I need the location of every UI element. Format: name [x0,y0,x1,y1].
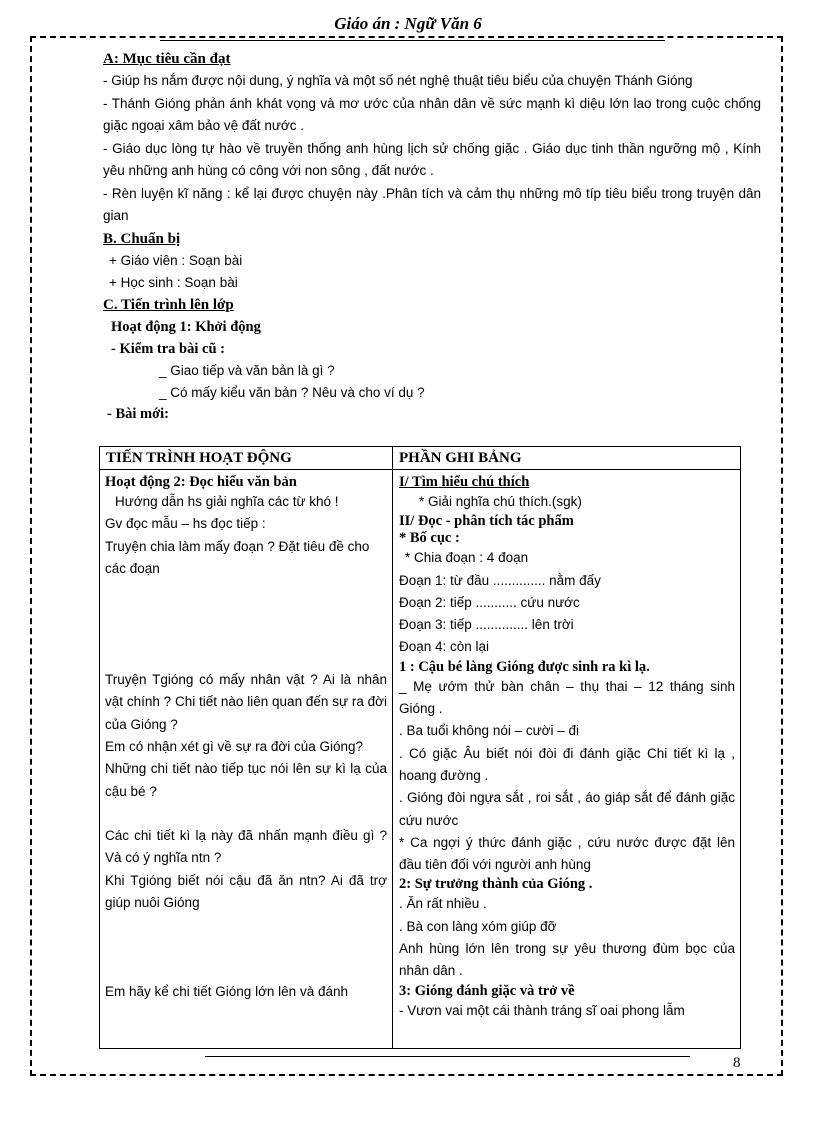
activity-1-heading: Hoạt động 1: Khởi động [111,318,261,335]
board-heading-4: 1 : Cậu bé làng Gióng được sinh ra kì lạ. [399,658,650,675]
section-b-heading: B. Chuẩn bị [103,230,181,247]
prep-student: + Học sinh : Soạn bài [109,274,238,290]
activity-question: Truyện Tgióng có mấy nhân vật ? Ai là nhân vật chính ? Chi tiết nào liên quan đến sự ra đời của Gióng ? [105,672,387,732]
objective-4: - Rèn luyện kĩ năng : kể lại được chuyện này .Phân tích và cảm thụ những mô típ tiêu biểu trong truyện dân gian [103,185,761,223]
board-line: . Có giặc Âu biết nói đòi đi đánh giặc Chi tiết kì lạ , hoang đường . [399,745,735,783]
board-heading-6: 3: Gióng đánh giặc và trở về [399,982,575,999]
board-line: . Ba tuổi không nói – cười – đi [399,723,579,739]
document-body [103,48,761,424]
activity-question: Các chi tiết kì lạ này đã nhấn mạnh điều gì ? Và có ý nghĩa ntn ? [105,827,387,866]
review-question-2: _ Có mấy kiểu văn bản ? Nêu và cho ví dụ ? [159,384,425,400]
board-heading-5: 2: Sự trưởng thành của Gióng . [399,876,593,893]
activity-question: Truyện chia làm mấy đoạn ? Đặt tiêu đề cho các đoạn [105,538,370,576]
board-line: _ Mẹ ướm thử bàn chân – thụ thai – 12 tháng sinh Gióng . [399,678,735,717]
board-line: Anh hùng lớn lên trong sự yêu thương đùm bọc của nhân dân . [399,941,735,979]
activity-question: Em có nhận xét gì về sự ra đời của Gióng? [105,739,364,755]
objective-2: - Thánh Gióng phản ánh khát vọng và mơ ước của nhân dân về sức mạnh kì diệu lớn lao trong cuộc chống giặc ngoại xâm bảo vệ đất nước . [103,95,761,133]
board-line: . Bà con làng xóm giúp đỡ [399,918,557,934]
review-question-1: _ Giao tiếp và văn bản là gì ? [159,362,335,378]
board-heading-3: * Bố cục : [399,530,460,547]
board-line: Đoạn 1: từ đầu .............. nằm đấy [399,572,601,588]
spacer [105,803,387,825]
board-column [393,470,740,1048]
board-line: . Gióng đòi ngựa sắt , roi sắt , áo giáp sắt để đánh giặc cứu nước [399,790,735,828]
board-line: Đoạn 4: còn lại [399,639,490,655]
board-line: * Chia đoạn : 4 đoạn [405,550,529,566]
activity-note: Hướng dẫn hs giải nghĩa các từ khó ! [115,494,339,509]
activities-column [100,470,393,1048]
board-line: * Ca ngợi ý thức đánh giặc , cứu nước được đặt lên đầu tiên đối với người anh hùng [399,834,735,873]
objective-1: - Giúp hs nắm được nội dung, ý nghĩa và một số nét nghệ thuật tiêu biểu của chuyện Thánh Gióng [103,73,693,88]
prep-teacher: + Giáo viên : Soạn bài [109,252,243,268]
board-line: Đoạn 2: tiếp ........... cứu nước [399,594,580,610]
board-heading-1: I/ Tìm hiểu chú thích [399,474,530,490]
board-line: Đoạn 3: tiếp .............. lên trời [399,617,574,633]
board-line: . Ăn rất nhiều . [399,896,487,912]
footer-rule [205,1056,690,1057]
lesson-table [99,469,741,1049]
lesson-table-header [99,446,741,470]
activity-2-heading: Hoạt động 2: Đọc hiểu văn bản [105,474,297,490]
board-heading-2: II/ Đọc - phân tích tác phẩm [399,513,574,530]
column-header-activities: TIẾN TRÌNH HOẠT ĐỘNG [100,447,393,469]
board-line: * Giải nghĩa chú thích.(sgk) [419,494,582,509]
spacer [105,580,387,669]
activity-note: Gv đọc mẫu – hs đọc tiếp : [105,516,266,532]
section-a-heading: A: Mục tiêu cần đạt [103,51,231,67]
activity-question: Những chi tiết nào tiếp tục nói lên sự kì lạ của cậu bé ? [105,761,387,799]
objective-3: - Giáo dục lòng tự hào về truyền thống anh hùng lịch sử chống giặc . Giáo dục tinh thần ngưỡng mộ , Kính yêu những anh hùng có công với non sông , đất nước . [103,140,761,178]
board-line: - Vươn vai một cái thành tráng sĩ oai phong lẫm [399,1002,685,1018]
page-header-title: Giáo án : Ngữ Văn 6 [334,14,482,33]
page-number: 8 [733,1055,741,1071]
activity-question: Khi Tgióng biết nói cậu đã ăn ntn? Ai đã trợ giúp nuôi Gióng [105,872,387,910]
section-c-heading: C. Tiến trình lên lớp [103,296,234,313]
column-header-board: PHẦN GHI BẢNG [399,450,522,466]
check-old-lesson: - Kiểm tra bài cũ : [111,340,225,357]
new-lesson-label: - Bài mới: [107,405,169,422]
spacer [105,914,387,981]
activity-question: Em hãy kể chi tiết Gióng lớn lên và đánh [105,984,348,1000]
